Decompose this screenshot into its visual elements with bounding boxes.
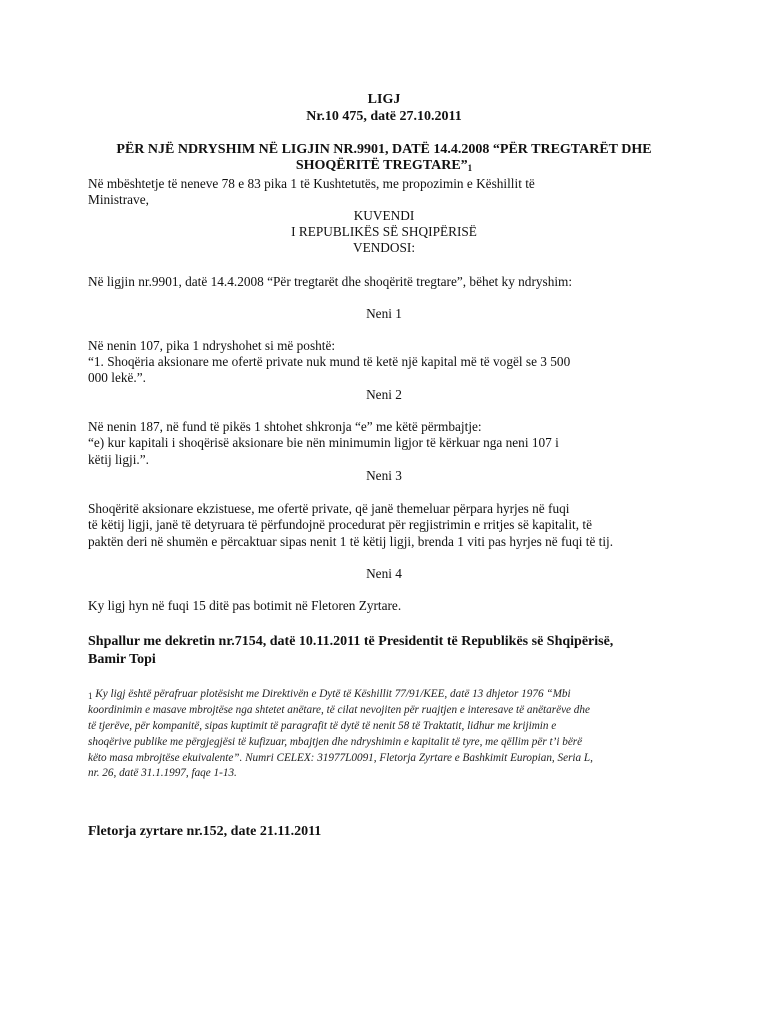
footnote-line3: të tjerëve, për kompanitë, sipas kuptimit të paragrafit të dytë të nenit 58 të Traktatit, lidhur me krijimin e [88,720,557,732]
gazette-reference: Fletorja zyrtare nr.152, date 21.11.2011 [88,824,322,839]
footnote-line1 [88,688,571,700]
assembly-line1: KUVENDI [353,208,415,223]
law-label: LIGJ [367,92,401,107]
article2-line2: “e) kur kapitali i shoqërisë aksionare bie nën minimumin ligjor të kërkuar nga neni 107 i [88,435,559,450]
footnote-mark: 1 [88,691,93,701]
article2-line1: Në nenin 187, në fund të pikës 1 shtohet shkronja “e” me këtë përmbajtje: [88,419,482,434]
law-number: Nr.10 475, datë 27.10.2011 [306,109,462,124]
promulgation-line2: Bamir Topi [88,652,156,667]
article2-line3: këtij ligji.”. [88,452,149,467]
article4-line1: Ky ligj hyn në fuqi 15 ditë pas botimit në Fletoren Zyrtare. [88,598,402,613]
footnote-line5: këto masa mbrojtëse ekuivalente”. Numri CELEX: 31977L0091, Fletorja Zyrtare e Bashkimit Europian, Seria L, [88,752,593,764]
law-title-line2 [0,158,768,174]
assembly-line3: VENDOSI: [352,240,416,255]
preamble-line2: Ministrave, [88,192,149,207]
promulgation-line1: Shpallur me dekretin nr.7154, datë 10.11.2011 të Presidentit të Republikës së Shqipërisë, [88,634,614,649]
article1-heading: Neni 1 [366,306,402,321]
footnote-reference: 1 [467,163,473,173]
article1-line2: “1. Shoqëria aksionare me ofertë private nuk mund të ketë një kapital më të vogël se 3 500 [88,354,571,369]
article4-heading: Neni 4 [366,566,402,581]
footnote-line4: shoqërive publike me përgjegjësi të kufizuar, mbajtjen dhe ndryshimin e kapitalit të tyre, me qëllim për t’i bërë [88,736,583,748]
article2-heading: Neni 2 [366,387,402,402]
assembly-line2: I REPUBLIKËS SË SHQIPËRISË [291,224,477,239]
article3-line2: të këtij ligji, janë të detyruara të përfundojnë procedurat për regjistrimin e rritjes së kapitalit, të [88,517,592,532]
article1-line3: 000 lekë.”. [88,370,146,385]
article3-heading: Neni 3 [366,468,402,483]
preamble-line1: Në mbështetje të neneve 78 e 83 pika 1 të Kushtetutës, me propozimin e Këshillit të [88,176,535,191]
article1-line1: Në nenin 107, pika 1 ndryshohet si më poshtë: [88,338,336,353]
intro-paragraph: Në ligjin nr.9901, datë 14.4.2008 “Për tregtarët dhe shoqëritë tregtare”, bëhet ky ndryshim: [88,274,573,289]
article3-line3: paktën deri në shumën e përcaktuar sipas nenit 1 të këtij ligji, brenda 1 viti pas hyrjes në fuqi të tij. [88,534,614,549]
law-title-line1: PËR NJË NDRYSHIM NË LIGJIN NR.9901, DATË 14.4.2008 “PËR TREGTARËT DHE [116,142,652,157]
footnote-text-start: Ky ligj është përafruar plotësisht me Direktivën e Dytë të Këshillit 77/91/KEE, datë 13 dhjetor 1976 “Mbi [92,688,571,700]
footnote-line6: nr. 26, datë 31.1.1997, faqe 1-13. [88,767,237,779]
footnote-line2: koordinimin e masave mbrojtëse nga shtetet anëtare, të cilat nevojiten për ruajtjen e interesave të anëtarëve dhe [88,704,590,716]
law-title-text: SHOQËRITË TREGTARE” [295,158,468,173]
article3-line1: Shoqëritë aksionare ekzistuese, me ofertë private, që janë themeluar përpara hyrjes në fuqi [88,501,570,516]
